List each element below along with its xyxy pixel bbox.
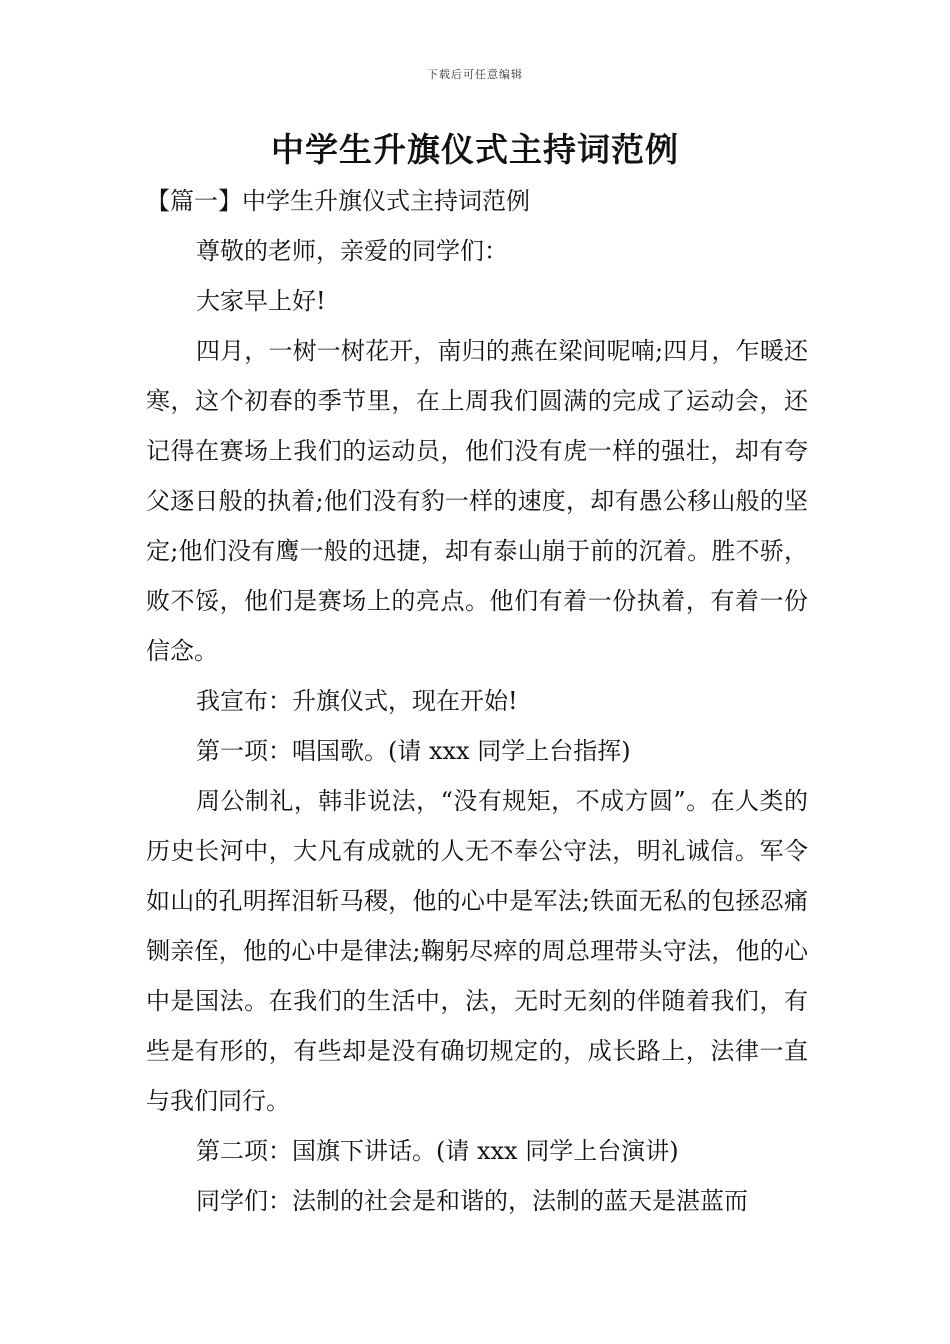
sports-meet-paragraph: 四月，一树一树花开，南归的燕在梁间呢喃;四月，乍暖还寒，这个初春的季节里，在上周我们圆满的完成了运动会，还记得在赛场上我们的运动员，他们没有虎一样的强壮，却有夸父逐日般的执着;他们没有豹一样的速度，却有愚公移山般的坚定;他们没有鹰一般的迅捷，却有泰山崩于前的沉着。胜不骄，败不馁，他们是赛场上的亮点。他们有着一份执着，有着一份信念。 xyxy=(146,337,808,665)
ceremony-start-paragraph: 我宣布：升旗仪式，现在开始! xyxy=(196,687,518,715)
item-one-paragraph: 第一项：唱国歌。(请 xxx 同学上台指挥) xyxy=(196,737,631,765)
document-body xyxy=(146,176,808,1226)
law-paragraph: 周公制礼，韩非说法，“没有规矩，不成方圆”。在人类的历史长河中，大凡有成就的人无不奉公守法，明礼诚信。军令如山的孔明挥泪斩马稷，他的心中是军法;铁面无私的包拯忍痛铡亲侄，他的心中是律法;鞠躬尽瘁的周总理带头守法，他的心中是国法。在我们的生活中，法，无时无刻的伴随着我们，有些是有形的，有些却是没有确切规定的，成长路上，法律一直与我们同行。 xyxy=(146,787,808,1115)
speech-paragraph: 同学们：法制的社会是和谐的，法制的蓝天是湛蓝而 xyxy=(196,1187,748,1215)
greeting-paragraph: 尊敬的老师，亲爱的同学们： xyxy=(196,237,508,265)
morning-greeting-paragraph: 大家早上好! xyxy=(196,287,326,315)
section-heading: 【篇一】中学生升旗仪式主持词范例 xyxy=(146,187,530,215)
document-title: 中学生升旗仪式主持词范例 xyxy=(271,130,679,169)
header-note: 下载后可任意编辑 xyxy=(427,68,523,81)
item-two-paragraph: 第二项：国旗下讲话。(请 xxx 同学上台演讲) xyxy=(196,1137,679,1165)
